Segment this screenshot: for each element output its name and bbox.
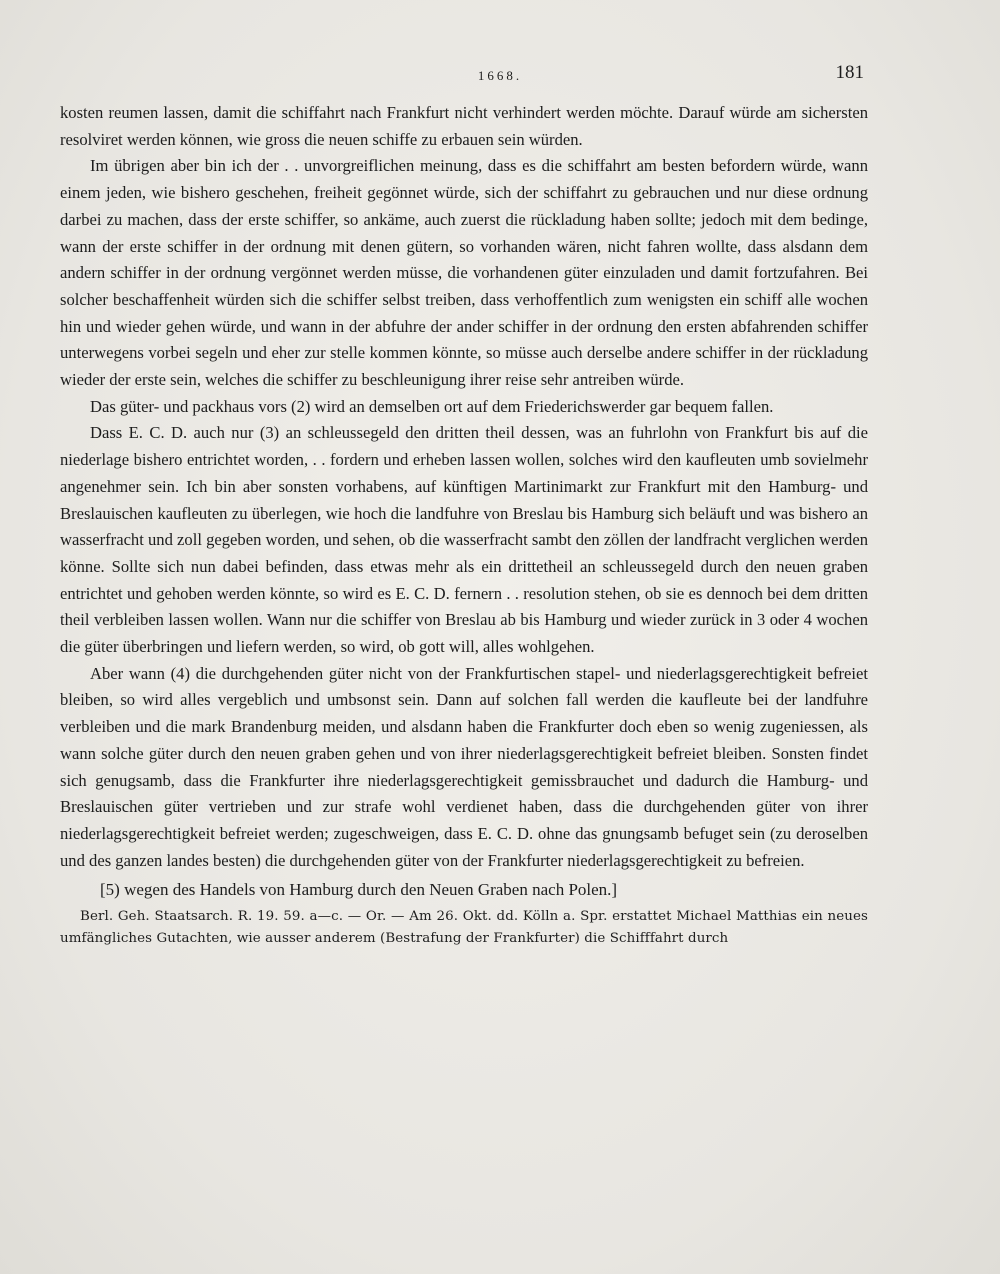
paragraph: Im übrigen aber bin ich der . . unvorgreiflichen meinung, dass es die schiffahrt am besten befordern würde, wann einem jeden, wie bishero geschehen, freiheit gegönnet würde, sich der schiffahrt zu gebrauchen und nur diese ordnung darbei zu machen, dass der erste schiffer, so ankäme, auch zuerst die rückladung haben sollte; jedoch mit dem bedinge, wann der erste schiffer in der ordnung mit denen gütern, so vorhanden wären, nicht fahren wollte, dass alsdann dem andern schiffer in der ordnung vergönnet werden müsse, die vorhandenen güter einzuladen und damit fortzufahren. Bei solcher beschaffenheit würden sich die schiffer selbst treiben, dass verhoffentlich zum wenigsten ein schiff alle wochen hin und wieder gehen würde, und wann in der abfuhre der ander schiffer in der ordnung den ersten abfahrenden schiffer unterwegens vorbei segeln und eher zur stelle kommen könnte, so müsse auch derselbe andere schiffer in der rückladung wieder der erste sein, welches die schiffer zu beschleunigung ihrer reise sehr antreiben würde. (60, 156, 868, 390)
paragraph: Das güter- und packhaus vors (2) wird an demselben ort auf dem Friederichswerder gar bequem fallen. (90, 396, 774, 416)
running-header-year: 1668. (477, 68, 523, 83)
page-number: 181 (835, 62, 864, 83)
paragraph: Dass E. C. D. auch nur (3) an schleussegeld den dritten theil dessen, was an fuhrlohn von Frankfurt bis auf die niederlage bishero entrichtet worden, . . fordern und erheben lassen wollen, solches wird den kaufleuten umb sovielmehr angenehmer sein. Ich bin aber sonsten vorhabens, auf künftigen Martinimarkt zur Frankfurt mit den Hamburg- und Breslauischen kaufleuten zu überlegen, wie hoch die landfuhre von Breslau bis Hamburg sich beläuft und was bishero an wasserfracht und zoll gegeben worden, und sehen, ob die wasserfracht sambt den zöllen der landfracht verglichen werden könne. Sollte sich nun dabei befinden, dass etwas mehr als ein drittetheil an schleussegeld durch den neuen graben entrichtet und gehoben werden könnte, so wird es E. C. D. fernern . . resolution stehen, ob sie es dennoch bei dem dritten theil verbleiben lassen wollen. Wann nur die schiffer von Breslau ab bis Hamburg und wieder zurück in 3 oder 4 wochen die güter überbringen und liefern werden, so wird, ob gott will, alles wohlgehen. (60, 423, 868, 657)
main-text (60, 100, 868, 950)
paragraph: kosten reumen lassen, damit die schiffahrt nach Frankfurt nicht verhindert werden möchte. Darauf würde am sichersten resolviret werden können, wie gross die neuen schiffe zu erbauen sein würden. (60, 103, 868, 149)
source-note: Berl. Geh. Staatsarch. R. 19. 59. a—c. — Or. — Am 26. Okt. dd. Kölln a. Spr. erstattet Michael Matthias ein neues umfängliches Gutachten, wie ausser anderem (Bestrafung der Frankfurter) die Schifffahrt durch (60, 909, 868, 947)
section-heading: [5) wegen des Handels von Hamburg durch den Neuen Graben nach Polen.] (100, 880, 618, 900)
paragraph: Aber wann (4) die durchgehenden güter nicht von der Frankfurtischen stapel- und niederlagsgerechtigkeit befreiet bleiben, so wird alles vergeblich und umbsonst sein. Dann auf solchen fall werden die kaufleute bei der landfuhre verbleiben und die mark Brandenburg meiden, und alsdann haben die Frankfurter doch eben so wenig zugeniessen, als wann solche güter durch den neuen graben gehen und von ihrer niederlagsgerechtigkeit befreiet bleiben. Sonsten findet sich genugsamb, dass die Frankfurter ihre niederlagsgerechtigkeit gemissbrauchet und dadurch die Hamburg- und Breslauischen güter vertrieben und zur strafe wohl verdienet haben, dass die durchgehenden güter von ihrer niederlagsgerechtigkeit befreiet werden; zugeschweigen, dass E. C. D. ohne das gnungsamb befuget sein (zu deroselben und des ganzen landes besten) die durchgehenden güter von der Frankfurter niederlagsgerechtigkeit zu befreien. (60, 663, 868, 870)
